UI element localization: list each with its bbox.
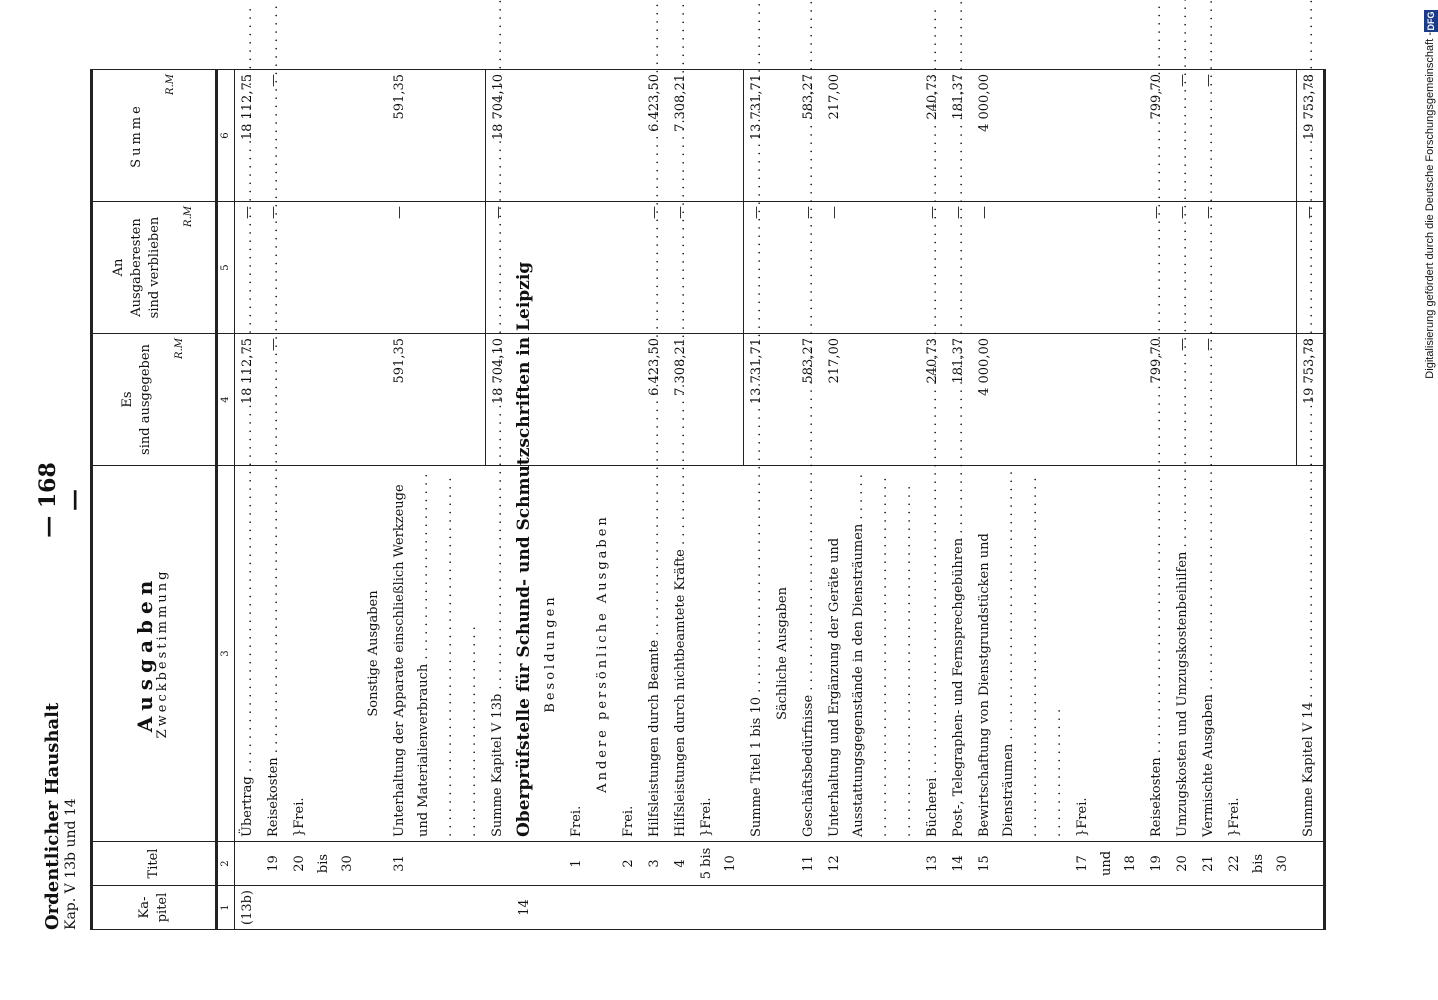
titel-cell — [1144, 842, 1170, 886]
kapitel-cell — [1222, 886, 1296, 930]
titel-cell — [512, 842, 538, 886]
table-row — [920, 70, 946, 930]
ausgabereste-cell — [616, 202, 642, 334]
titel-cell-text: 14 — [951, 855, 966, 872]
description-cell — [235, 466, 262, 842]
kapitel-cell — [616, 886, 642, 930]
table-row — [287, 70, 361, 930]
table-row — [1222, 70, 1296, 930]
dfg-logo: DFG — [1426, 11, 1436, 31]
summe-cell — [1070, 70, 1144, 202]
ausgabereste-cell — [822, 202, 920, 334]
page-number: — 168 — — [35, 462, 87, 538]
table-row — [744, 70, 771, 930]
description-cell — [387, 466, 485, 842]
table-row — [235, 70, 262, 930]
column-number: 3 — [217, 466, 235, 842]
table-row — [538, 70, 564, 930]
table-row — [972, 70, 1070, 930]
titel-cell — [694, 842, 744, 886]
description-cell — [616, 466, 642, 842]
titel-cell — [538, 842, 564, 886]
summe-cell-text: 6 423,50 — [646, 74, 662, 132]
expense-table — [90, 69, 1326, 930]
titel-cell-text: 3 — [646, 859, 662, 868]
summe-cell-text: 799,70 — [1149, 74, 1164, 120]
titel-cell — [1296, 842, 1324, 886]
ausgegeben-cell-text: 4 000,00 — [977, 338, 992, 396]
titel-cell — [1170, 842, 1196, 886]
description-cell-text: Frei. — [620, 805, 636, 837]
description-cell-text: Bewirtschaftung von Dienstgrundstücken und Diensträumen . . . — [977, 471, 1064, 837]
summe-cell-text: 217,00 — [827, 74, 842, 120]
ausgabereste-cell-text: — — [266, 206, 281, 219]
titel-cell-text: 19 — [1149, 855, 1164, 872]
table-row — [1144, 70, 1170, 930]
header-kapitel-label: Ka- pitel — [137, 892, 170, 923]
ausgabereste-cell-text: — — [1175, 206, 1190, 219]
titel-cell-text: 4 — [672, 859, 688, 868]
titel-cell — [770, 842, 796, 886]
header-unit: R.M — [174, 338, 185, 359]
titel-cell-text: 5 bis 10 — [698, 847, 738, 880]
titel-cell-text: 1 — [568, 859, 584, 868]
ausgabereste-cell-text: — — [392, 206, 407, 219]
summe-cell-text: 591,35 — [392, 74, 407, 120]
description-cell — [1296, 466, 1324, 842]
summe-cell-text: 240,73 — [925, 74, 940, 120]
description-cell-text: Andere persönliche Ausgaben — [594, 514, 610, 793]
ausgegeben-cell-text: 217,00 — [827, 338, 842, 384]
description-cell-text: }Frei. — [1075, 797, 1090, 837]
description-cell — [287, 466, 361, 842]
header-ausgabereste-label: An Ausgaberesten sind verblieben — [111, 216, 162, 319]
ausgegeben-cell-text: 240,73 — [925, 338, 940, 384]
table-row — [1196, 70, 1222, 930]
kapitel-cell — [287, 886, 361, 930]
titel-cell — [387, 842, 485, 886]
titel-cell — [796, 842, 822, 886]
table-row — [590, 70, 616, 930]
ausgegeben-cell — [822, 334, 920, 466]
description-cell — [1196, 466, 1222, 842]
titel-cell-text: 31 — [392, 855, 407, 872]
ausgegeben-cell — [1070, 334, 1144, 466]
summe-cell — [616, 70, 642, 202]
ausgabereste-cell-text: — — [749, 206, 764, 219]
header-ausgegeben-label: Es sind ausgegeben — [120, 344, 153, 455]
titel-cell — [642, 842, 668, 886]
kapitel-cell — [361, 886, 387, 930]
titel-cell-text: 20 bis 30 — [292, 853, 355, 874]
running-head-subtitle: Kap. V 13b und 14 — [63, 798, 79, 930]
kapitel-cell — [694, 886, 744, 930]
description-cell — [1070, 466, 1144, 842]
ausgabereste-cell-text: — — [925, 206, 940, 219]
ausgegeben-cell-text: 591,35 — [392, 338, 407, 384]
description-cell-text: }Frei. — [698, 797, 714, 837]
kapitel-cell — [261, 886, 287, 930]
ausgegeben-cell-text: 6 423,50 — [646, 338, 662, 396]
running-head — [42, 703, 79, 930]
header-ausgabereste — [92, 202, 217, 334]
kapitel-cell — [485, 886, 512, 930]
table-row — [822, 70, 920, 930]
description-cell — [946, 466, 972, 842]
titel-cell-text: 12 — [827, 855, 842, 872]
titel-cell — [1222, 842, 1296, 886]
kapitel-cell-text: (13b) — [240, 889, 255, 925]
titel-cell — [822, 842, 920, 886]
description-cell-text: }Frei. — [1227, 797, 1242, 837]
table-row — [485, 70, 512, 930]
summe-cell-text: 7 308,21 — [672, 74, 688, 132]
summe-cell-text: — — [266, 74, 281, 87]
titel-cell — [1196, 842, 1222, 886]
summe-cell-text: 18 112,75 — [240, 74, 255, 141]
ausgegeben-cell — [287, 334, 361, 466]
description-cell-text: Sonstige Ausgaben — [366, 590, 381, 717]
description-cell — [972, 466, 1070, 842]
header-ausgegeben — [92, 334, 217, 466]
titel-cell — [920, 842, 946, 886]
kapitel-cell — [668, 886, 694, 930]
summe-cell-text: 18 704,10 — [490, 74, 506, 141]
description-cell — [920, 466, 946, 842]
table-body — [235, 70, 1325, 930]
summe-cell — [287, 70, 361, 202]
kapitel-cell — [822, 886, 920, 930]
description-cell-text: Frei. — [568, 805, 584, 837]
kapitel-cell — [642, 886, 668, 930]
header-ausgaben-subtitle: Zweckbestimmung — [155, 568, 170, 739]
summe-cell — [387, 70, 485, 202]
ausgegeben-cell — [972, 334, 1070, 466]
table-row — [668, 70, 694, 930]
ausgabereste-cell — [538, 202, 564, 334]
ausgegeben-cell-text: 7 308,21 — [672, 338, 688, 396]
kapitel-cell — [512, 886, 538, 930]
ausgabereste-cell — [387, 202, 485, 334]
description-cell-text: Hilfsleistungen durch nichtbeamtete Kräfte . . . — [673, 0, 688, 837]
titel-cell — [616, 842, 642, 886]
summe-cell — [538, 70, 564, 202]
ausgegeben-cell-text: — — [1175, 338, 1190, 351]
description-cell-text: Reisekosten . . . — [1149, 0, 1164, 837]
ausgegeben-cell — [1222, 334, 1296, 466]
description-cell-text: Bücherei . . . — [925, 9, 940, 837]
ausgabereste-cell — [1222, 202, 1296, 334]
ausgegeben-cell-text: 799,70 — [1149, 338, 1164, 384]
description-cell — [485, 466, 512, 842]
digitization-note-text: Digitalisierung gefördert durch die Deutsche Forschungsgemeinschaft - — [1424, 32, 1436, 379]
header-unit: R.M — [165, 74, 176, 95]
table-row — [564, 70, 590, 930]
ausgegeben-cell — [387, 334, 485, 466]
table-row — [616, 70, 642, 930]
description-cell — [590, 466, 616, 842]
description-cell — [564, 466, 590, 842]
table-row — [946, 70, 972, 930]
titel-cell — [287, 842, 361, 886]
titel-cell-text: 2 — [620, 859, 636, 868]
column-number: 5 — [217, 202, 235, 334]
kapitel-cell — [1170, 886, 1196, 930]
ausgegeben-cell — [361, 334, 387, 466]
ausgabereste-cell-text: — — [801, 206, 816, 219]
ausgabereste-cell-text: — — [672, 206, 688, 219]
ausgabereste-cell-text: — — [951, 206, 966, 219]
titel-cell-text: 20 — [1175, 855, 1190, 872]
description-cell-text: Sächliche Ausgaben — [775, 587, 790, 720]
description-cell — [744, 466, 771, 842]
description-cell — [538, 466, 564, 842]
ausgabereste-cell-text: — — [977, 206, 992, 219]
description-cell — [1222, 466, 1296, 842]
summe-cell-text: 4 000,00 — [977, 74, 992, 132]
ausgegeben-cell — [770, 334, 796, 466]
summe-cell — [770, 70, 796, 202]
kapitel-cell — [564, 886, 590, 930]
ausgabereste-cell — [972, 202, 1070, 334]
description-cell-text: Post-, Telegraphen- und Fernsprechgebühren . . . — [951, 0, 966, 837]
titel-cell-text: 19 — [266, 855, 281, 872]
ausgabereste-cell-text: — — [240, 206, 255, 219]
titel-cell — [744, 842, 771, 886]
column-number: 4 — [217, 334, 235, 466]
ausgabereste-cell — [361, 202, 387, 334]
table-row — [1296, 70, 1324, 930]
kapitel-cell — [1196, 886, 1222, 930]
summe-cell — [590, 70, 616, 202]
summe-cell-text: 19 753,78 — [1301, 74, 1317, 141]
description-cell-text: Oberprüfstelle für Schund- und Schmutzschriften in Leipzig — [513, 261, 534, 837]
summe-cell — [564, 70, 590, 202]
description-cell-text: Übertrag . . . — [240, 8, 255, 837]
table-row — [770, 70, 796, 930]
ausgegeben-cell-text: 19 753,78 — [1301, 338, 1317, 405]
description-cell — [822, 466, 920, 842]
description-cell-text: Reisekosten . . . — [266, 0, 281, 837]
table-row — [694, 70, 744, 930]
ausgegeben-cell-text: 18 704,10 — [490, 338, 506, 405]
titel-cell-text: 21 — [1201, 855, 1216, 872]
kapitel-cell — [387, 886, 485, 930]
header-titel — [92, 842, 217, 886]
description-cell-text: Summe Titel 1 bis 10 . . . — [749, 0, 764, 837]
table-row — [1170, 70, 1196, 930]
table-row — [387, 70, 485, 930]
header-titel-label: Titel — [146, 848, 161, 879]
ausgabereste-cell — [287, 202, 361, 334]
table-row — [512, 70, 538, 930]
ausgabereste-cell-text: — — [646, 206, 662, 219]
kapitel-cell — [538, 886, 564, 930]
ausgegeben-cell — [538, 334, 564, 466]
description-cell-text: Umzugskosten und Umzugskostenbeihilfen . . . — [1175, 0, 1190, 837]
description-cell-text: Summe Kapitel V 13b . . . — [490, 0, 505, 837]
summe-cell-text: — — [1175, 74, 1190, 87]
header-ausgaben — [92, 466, 217, 842]
ausgabereste-cell — [694, 202, 744, 334]
ausgabereste-cell-text: — — [1301, 206, 1317, 219]
header-summe — [92, 70, 217, 202]
table-row — [642, 70, 668, 930]
kapitel-cell — [590, 886, 616, 930]
kapitel-cell — [770, 886, 796, 930]
description-cell — [642, 466, 668, 842]
description-cell — [261, 466, 287, 842]
description-cell-text: Besoldungen — [542, 594, 558, 713]
titel-cell-text: 22 bis 30 — [1227, 853, 1290, 874]
column-number: 2 — [217, 842, 235, 886]
kapitel-cell — [796, 886, 822, 930]
titel-cell — [1070, 842, 1144, 886]
ausgegeben-cell-text: 583,27 — [801, 338, 816, 384]
column-number: 1 — [217, 886, 235, 930]
summe-cell — [361, 70, 387, 202]
titel-cell — [946, 842, 972, 886]
summe-cell — [1222, 70, 1296, 202]
description-cell-text: Unterhaltung und Ergänzung der Geräte und Ausstattungsgegenstände in den Diensträumen . . . — [827, 474, 914, 837]
titel-cell — [261, 842, 287, 886]
titel-cell — [235, 842, 262, 886]
ausgegeben-cell-text: 181,37 — [951, 338, 966, 384]
titel-cell-text: 15 — [977, 855, 992, 872]
summe-cell — [512, 70, 538, 202]
summe-cell-text: — — [1201, 74, 1216, 87]
description-cell — [694, 466, 744, 842]
table-row — [261, 70, 287, 930]
header-unit: R.M — [183, 206, 194, 227]
header-summe-label: Summe — [129, 103, 144, 168]
ausgegeben-cell — [694, 334, 744, 466]
description-cell-text: Unterhaltung der Apparate einschließlich Werkzeuge und Materialienverbrauch . . . — [392, 474, 479, 837]
titel-cell — [361, 842, 387, 886]
kapitel-cell — [972, 886, 1070, 930]
summe-cell — [972, 70, 1070, 202]
description-cell — [668, 466, 694, 842]
description-cell — [361, 466, 387, 842]
ausgegeben-cell-text: — — [1201, 338, 1216, 351]
titel-cell — [485, 842, 512, 886]
ausgabereste-cell-text: — — [1201, 206, 1216, 219]
ausgabereste-cell-text: — — [490, 206, 506, 219]
ausgabereste-cell — [1070, 202, 1144, 334]
ausgegeben-cell-text: 18 112,75 — [240, 338, 255, 405]
table-row — [1070, 70, 1144, 930]
titel-cell — [972, 842, 1070, 886]
ausgabereste-cell — [770, 202, 796, 334]
description-cell-text: Summe Kapitel V 14 . . . — [1301, 0, 1316, 837]
table-row — [361, 70, 387, 930]
description-cell — [1170, 466, 1196, 842]
kapitel-cell — [744, 886, 771, 930]
summe-cell-text: 13 731,71 — [749, 74, 764, 141]
description-cell — [796, 466, 822, 842]
description-cell — [770, 466, 796, 842]
header-ausgaben-title: Ausgaben — [133, 574, 157, 733]
titel-cell — [590, 842, 616, 886]
titel-cell-text: 17 und 18 — [1075, 850, 1138, 877]
description-cell-text: Vermischte Ausgaben . . . — [1201, 0, 1216, 837]
ausgabereste-cell-text: — — [1149, 206, 1164, 219]
ausgegeben-cell — [590, 334, 616, 466]
kapitel-cell — [946, 886, 972, 930]
description-cell-text: Geschäftsbedürfnisse . . . — [801, 0, 816, 837]
kapitel-cell — [1144, 886, 1170, 930]
kapitel-cell-text: 14 — [516, 899, 532, 916]
ausgegeben-cell — [616, 334, 642, 466]
summe-cell — [822, 70, 920, 202]
titel-cell-text: 13 — [925, 855, 940, 872]
kapitel-cell — [1296, 886, 1324, 930]
description-cell — [1144, 466, 1170, 842]
kapitel-cell — [235, 886, 262, 930]
running-head-title: Ordentlicher Haushalt — [42, 702, 63, 930]
kapitel-cell — [920, 886, 946, 930]
ausgabereste-cell-text: — — [827, 206, 842, 219]
summe-cell-text: 181,37 — [951, 74, 966, 120]
kapitel-cell — [1070, 886, 1144, 930]
column-number: 6 — [217, 70, 235, 202]
header-kapitel — [92, 886, 217, 930]
titel-cell — [668, 842, 694, 886]
description-cell-text: }Frei. — [292, 797, 307, 837]
ausgegeben-cell-text: 13 731,71 — [749, 338, 764, 405]
description-cell-text: Hilfsleistungen durch Beamte . . . — [647, 0, 662, 837]
ausgegeben-cell-text: — — [266, 338, 281, 351]
titel-cell — [564, 842, 590, 886]
description-cell — [512, 261, 538, 842]
summe-cell — [694, 70, 744, 202]
ausgabereste-cell — [564, 202, 590, 334]
titel-cell-text: 11 — [801, 855, 816, 872]
ausgabereste-cell — [590, 202, 616, 334]
summe-cell-text: 583,27 — [801, 74, 816, 120]
table-row — [796, 70, 822, 930]
ausgegeben-cell — [564, 334, 590, 466]
ledger-page — [35, 70, 1350, 930]
